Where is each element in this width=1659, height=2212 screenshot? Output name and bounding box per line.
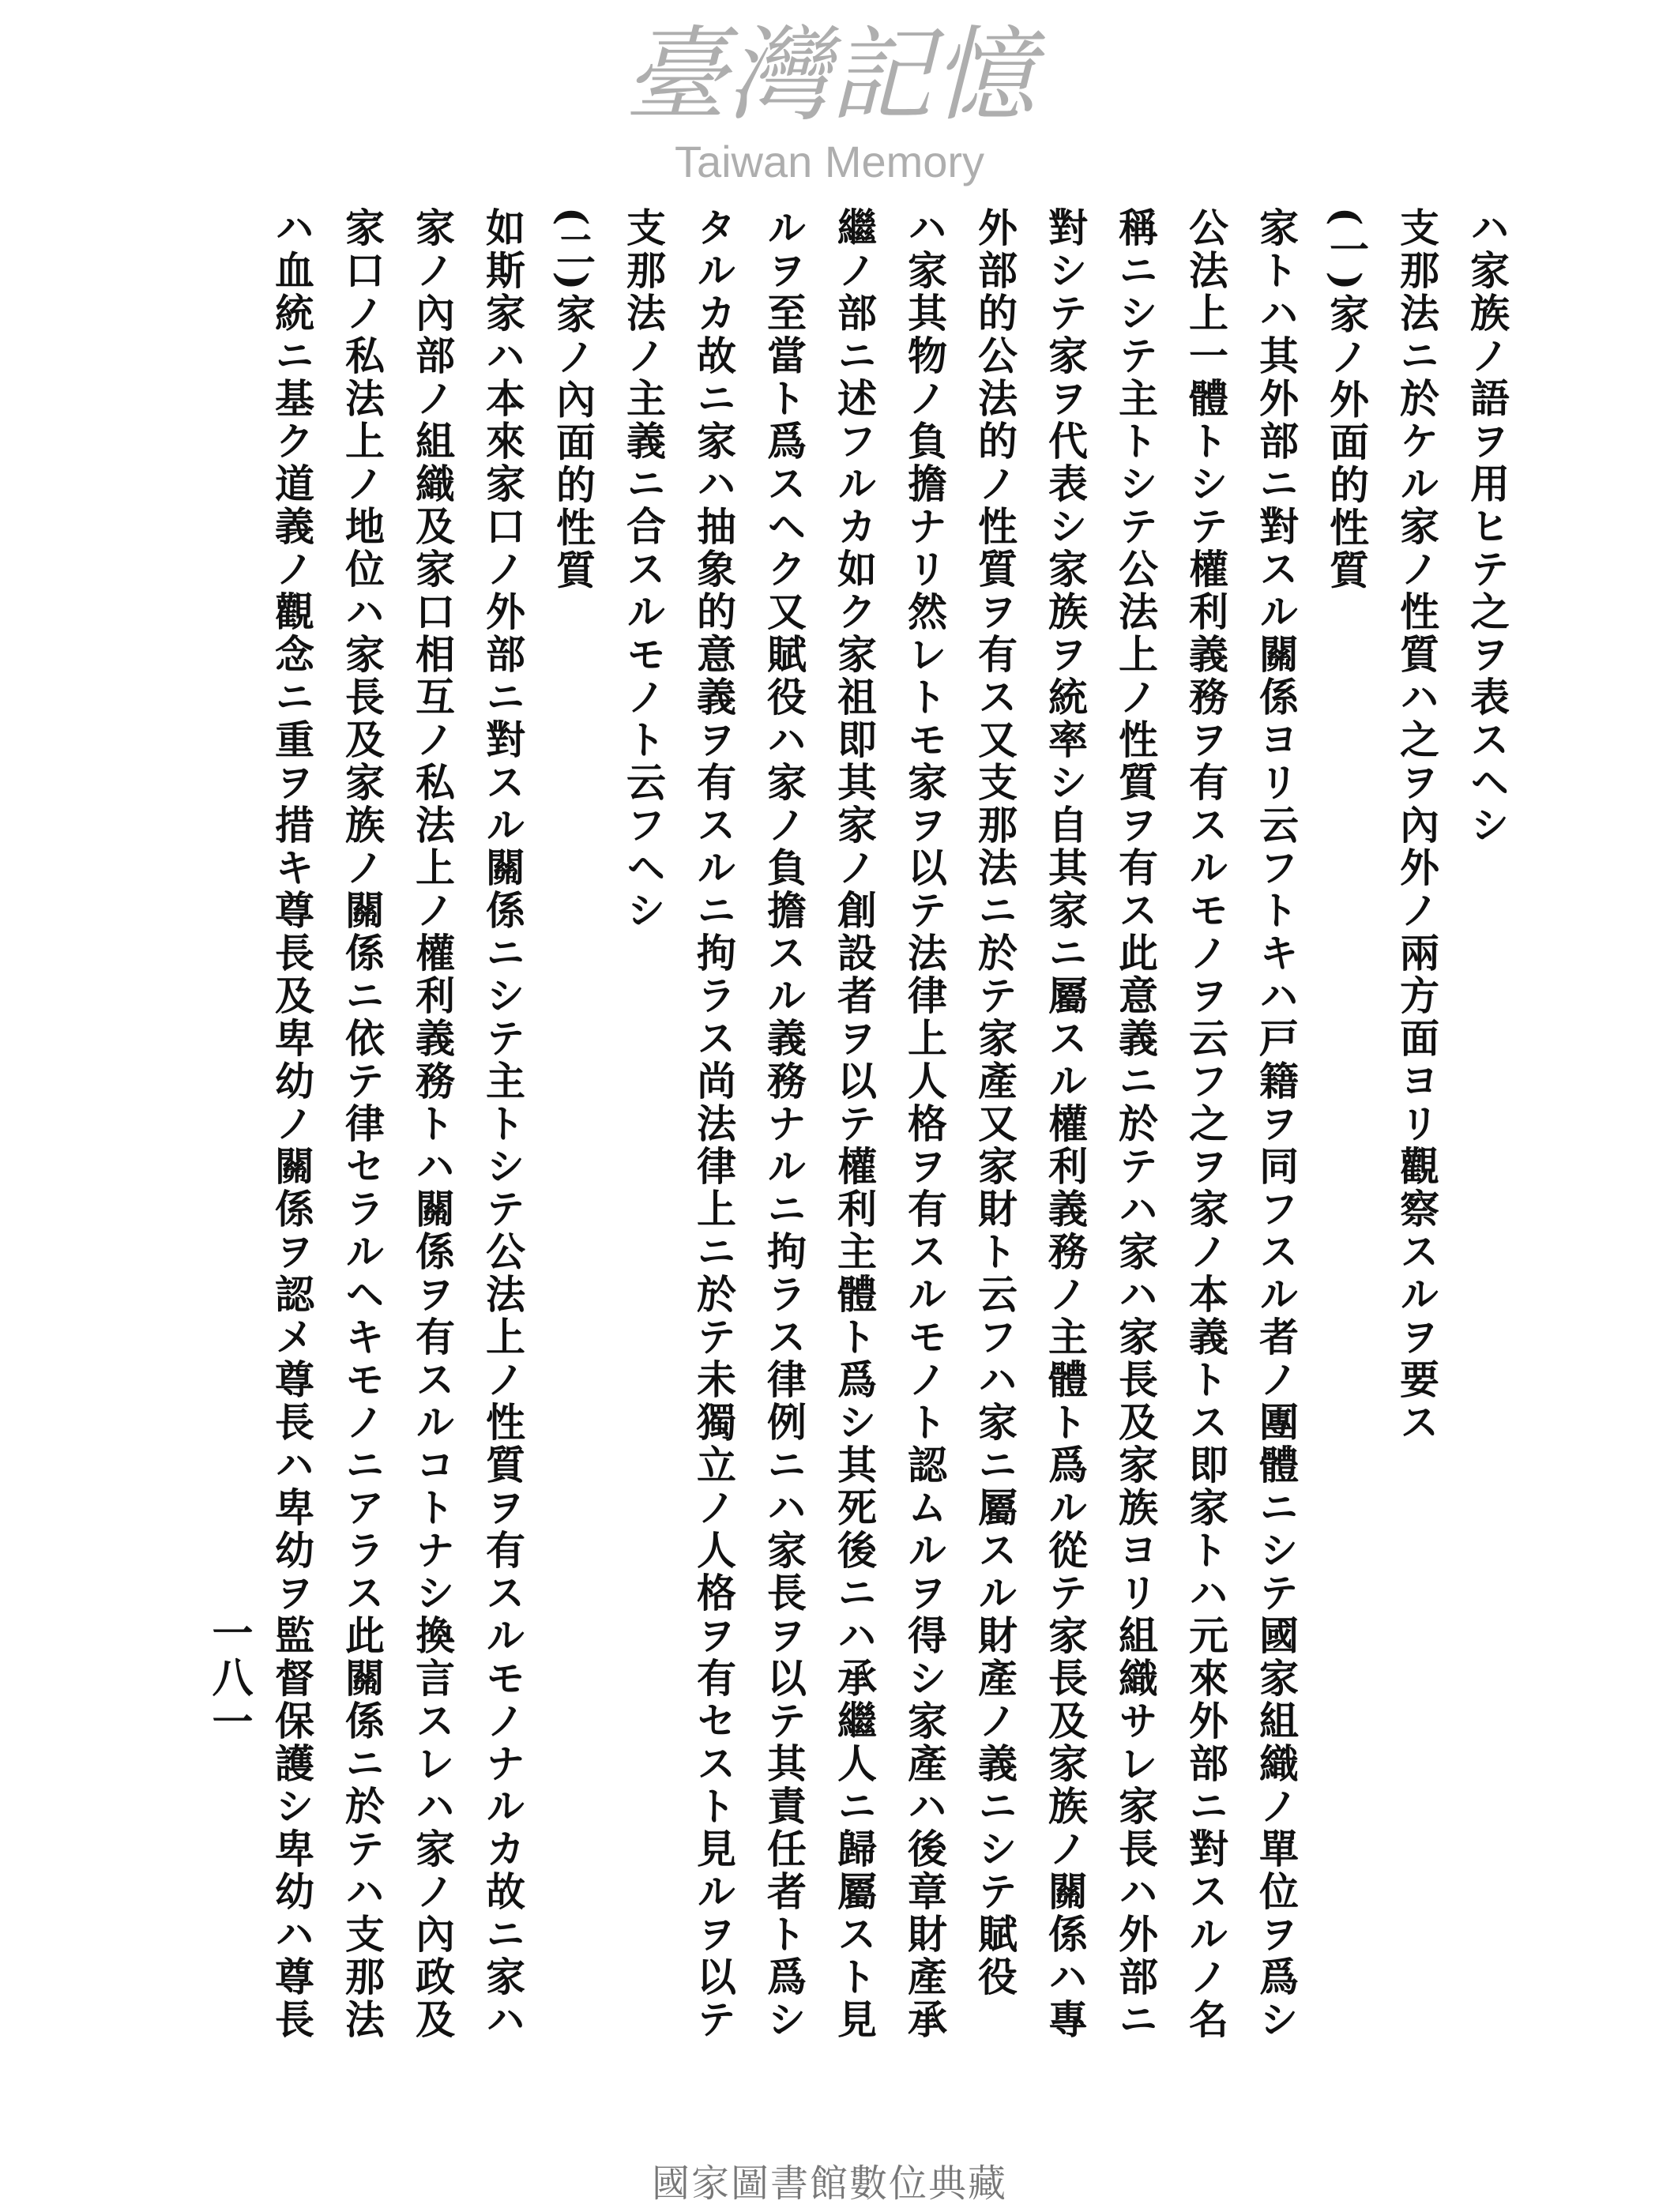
text-column: ハ血統ニ基ク道義ノ觀念ニ重ヲ措キ尊長及卑幼ノ關係ヲ認メ尊長ハ卑幼ヲ監督保護シ卑幼ハ尊長: [269, 207, 315, 2041]
text-column: 支那法ノ主義ニ合スルモノト云フヘシ: [620, 207, 667, 932]
footer-credit: 國家圖書館數位典藏: [651, 2161, 1007, 2206]
section-heading: (一)家ノ外面的性質: [1323, 207, 1370, 592]
watermark-chinese: 臺灣記憶: [623, 15, 1035, 135]
text-column: 家ノ內部ノ組織及家口相互ノ私法上ノ權利義務トハ關係ヲ有スルコトナシ換言スレハ家ノ內政及: [409, 207, 456, 2041]
text-column: 公法上一體トシテ權利義務ヲ有スルモノヲ云フ之ヲ家ノ本義トス即家トハ元來外部ニ對スルノ名: [1183, 207, 1229, 2041]
section-heading: (二)家ノ內面的性質: [550, 207, 596, 592]
watermark-english: Taiwan Memory: [674, 137, 985, 186]
text-column: 家トハ其外部ニ對スル關係ヨリ云フトキハ戸籍ヲ同フスル者ノ團體ニシテ國家組織ノ單位ヲ爲シ: [1253, 207, 1300, 2041]
text-column: タルカ故ニ家ハ抽象的意義ヲ有スルニ拘ラス尚法律上ニ於テ未獨立ノ人格ヲ有セスト見ルヲ以テ: [690, 207, 737, 2041]
watermark: [592, 16, 1066, 194]
text-body: [257, 207, 1522, 2103]
text-column: 對シテ家ヲ代表シ家族ヲ統率シ自其家ニ屬スル權利義務ノ主體ト爲ル從テ家長及家族ノ關係ハ專: [1042, 207, 1089, 2041]
text-column: ハ家其物ノ負擔ナリ然レトモ家ヲ以テ法律上人格ヲ有スルモノト認ムルヲ得シ家產ハ後章財產承: [901, 207, 948, 2041]
text-column: 繼ノ部ニ述フルカ如ク家祖即其家ノ創設者ヲ以テ權利主體ト爲シ其死後ニハ承繼人ニ歸屬スト見: [831, 207, 878, 2041]
text-column: 稱ニシテ主トシテ公法上ノ性質ヲ有ス此意義ニ於テハ家ハ家長及家族ヨリ組織サレ家長ハ外部ニ: [1112, 207, 1159, 2041]
text-column: ルヲ至當ト爲スヘク又賦役ハ家ノ負擔スル義務ナルニ拘ラス律例ニハ家長ヲ以テ其責任者ト爲シ: [761, 207, 807, 2041]
page-number: 一八一: [205, 1612, 253, 1744]
text-column: 外部的公法的ノ性質ヲ有ス又支那法ニ於テ家產又家財ト云フハ家ニ屬スル財產ノ義ニシテ賦役: [972, 207, 1018, 1999]
text-column: 如斯家ハ本來家口ノ外部ニ對スル關係ニシテ主トシテ公法上ノ性質ヲ有スルモノナルカ故ニ家ハ: [480, 207, 526, 2041]
text-column: 支那法ニ於ケル家ノ性質ハ之ヲ內外ノ兩方面ヨリ觀察スルヲ要ス: [1394, 207, 1440, 1444]
text-column: 家口ノ私法上ノ地位ハ家長及家族ノ關係ニ依テ律セラルヘキモノニアラス此關係ニ於テハ支那法: [339, 207, 386, 2041]
text-column: ハ家族ノ語ヲ用ヒテ之ヲ表スヘシ: [1464, 207, 1510, 847]
